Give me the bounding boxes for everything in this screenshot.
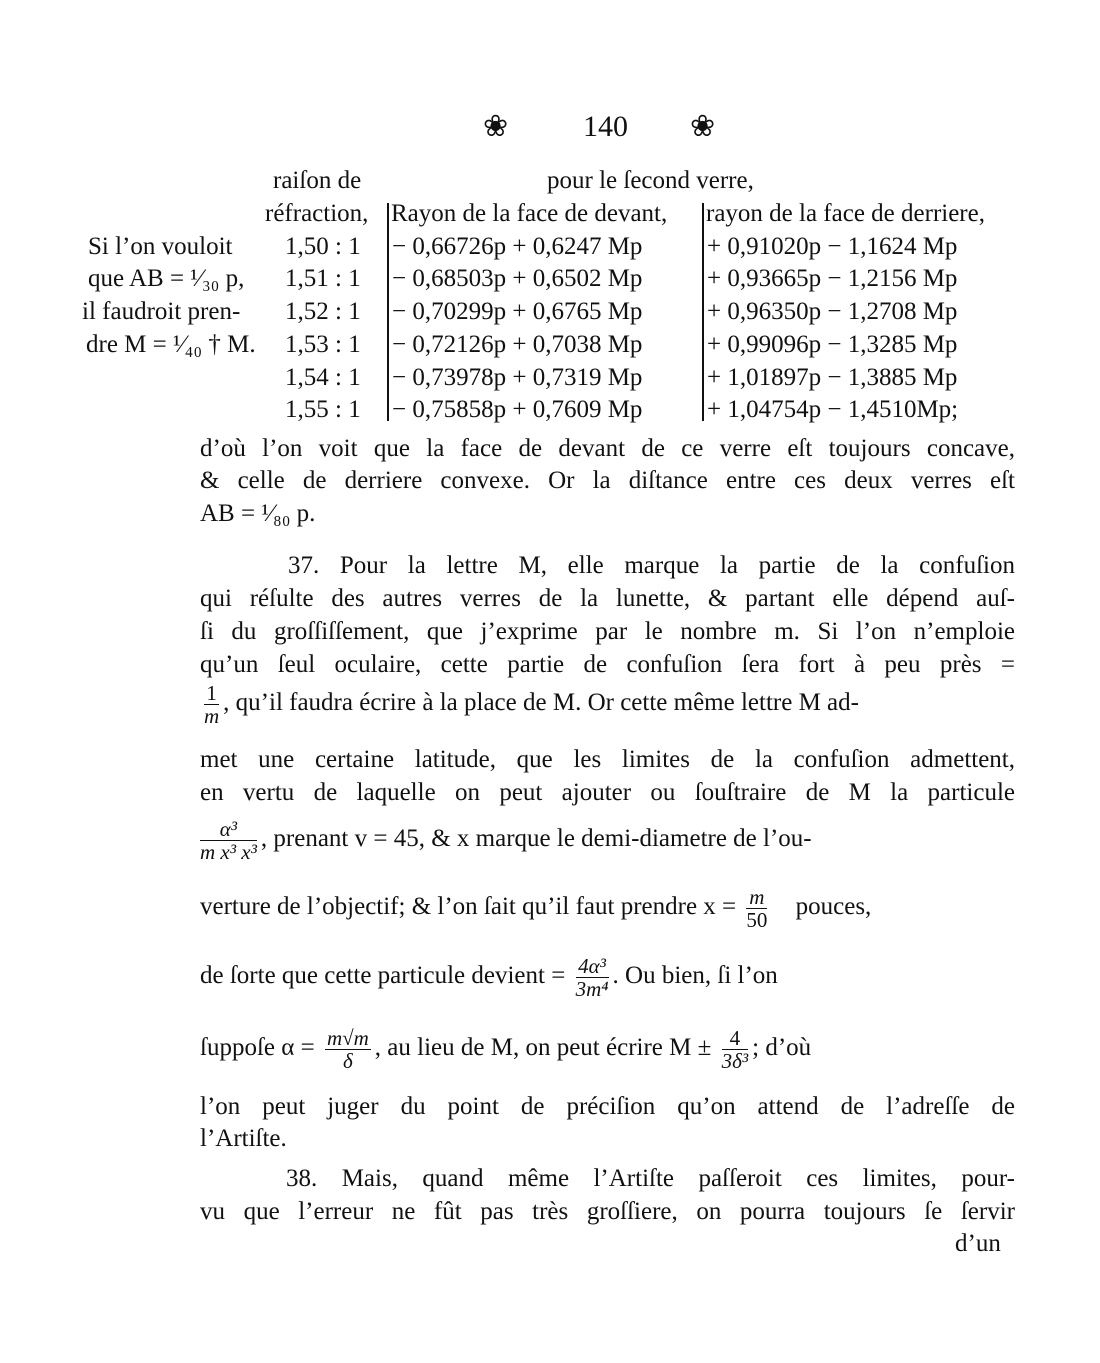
- formula-line: ſuppoſe α = $\frac{m√m}{\delta}$ , au lieu de M, on peut écrire M ± $\frac{4}{\text{3δ³}}$ ; d’où: [200, 1026, 812, 1073]
- fraction-alpha-cubed: $\frac{\text{α³}}{\text{m x³ x³}}$: [200, 817, 257, 864]
- front-radius-cell: − 0,68503p + 0,6502 Mp: [392, 265, 643, 292]
- body-line: l’on peut juger du point de préciſion qu’on attend de l’adreſſe de: [200, 1093, 1015, 1120]
- ratio-cell: 1,51 : 1: [285, 265, 361, 292]
- back-radius-cell: + 1,04754p − 1,4510Mp;: [707, 396, 959, 423]
- catchword: d’un: [955, 1230, 1001, 1257]
- front-radius-cell: − 0,75858p + 0,7609 Mp: [392, 396, 643, 423]
- formula-line: $\frac{1}{m}$ , qu’il faudra écrire à la place de M. Or cette même lettre M ad-: [204, 681, 859, 728]
- page-header: [0, 108, 1100, 148]
- fraction-m-root-m: $\frac{m√m}{\delta}$: [326, 1026, 369, 1073]
- front-radius-cell: − 0,73978p + 0,7319 Mp: [392, 364, 643, 391]
- back-radius-cell: + 0,93665p − 1,2156 Mp: [707, 265, 958, 292]
- body-line: met une certaine latitude, que les limites de la confuſion admettent,: [200, 746, 1015, 773]
- body-line: ſi du groſſiſſement, que j’exprime par le nombre m. Si l’on n’emploie: [200, 618, 1015, 645]
- body-line: qui réſulte des autres verres de la lunette, & partant elle dépend auſ-: [200, 585, 1015, 612]
- back-radius-cell: + 0,99096p − 1,3285 Mp: [707, 331, 958, 358]
- paragraph-38-line: 38. Mais, quand même l’Artiſte paſſeroit ces limites, pour-: [286, 1165, 1015, 1192]
- paragraph-37-line: 37. Pour la lettre M, elle marque la partie de la confuſion: [288, 552, 1015, 579]
- fleuron-ornament-icon: ❀: [483, 110, 509, 143]
- table-rule: [387, 203, 389, 421]
- formula-line: $\frac{\text{α³}}{\text{m x³ x³}}$ , prenant v = 45, & x marque le demi-diametre de l’ou-: [200, 817, 812, 864]
- column-header-front: Rayon de la face de devant,: [391, 200, 668, 227]
- side-note-line: Si l’on vouloit: [88, 233, 233, 260]
- side-note-line: il faudroit pren-: [82, 298, 241, 325]
- side-note-line: dre M = ¹⁄₄₀ † M.: [86, 331, 256, 358]
- column-header-back: rayon de la face de derriere,: [706, 200, 985, 227]
- back-radius-cell: + 0,96350p − 1,2708 Mp: [707, 298, 958, 325]
- fraction-1-over-m: $\frac{1}{m}$: [204, 681, 220, 728]
- ratio-cell: 1,55 : 1: [285, 396, 361, 423]
- body-line: l’Artiſte.: [200, 1125, 287, 1152]
- heading-refraction: réfraction,: [265, 200, 369, 227]
- body-line: & celle de derriere convexe. Or la diſtance entre ces deux verres eſt: [200, 467, 1015, 494]
- heading-raison: raiſon de: [273, 167, 362, 194]
- body-line: d’où l’on voit que la face de devant de ce verre eſt toujours concave,: [200, 435, 1015, 462]
- heading-second-glass: pour le ſecond verre,: [547, 167, 754, 194]
- fraction-4-alpha-cubed: $\frac{\text{4α³}}{\text{3m⁴}}$: [575, 954, 609, 1001]
- page-number: 140: [583, 110, 628, 143]
- body-line: vu que l’erreur ne fût pas très groſſiere, on pourra toujours ſe ſervir: [200, 1198, 1015, 1225]
- side-note-line: que AB = ¹⁄₃₀ p,: [88, 265, 245, 292]
- back-radius-cell: + 0,91020p − 1,1624 Mp: [707, 233, 958, 260]
- ratio-cell: 1,53 : 1: [285, 331, 361, 358]
- front-radius-cell: − 0,70299p + 0,6765 Mp: [392, 298, 643, 325]
- body-line: en vertu de laquelle on peut ajouter ou ſouſtraire de M la particule: [200, 779, 1015, 806]
- ratio-cell: 1,50 : 1: [285, 233, 361, 260]
- ratio-cell: 1,54 : 1: [285, 364, 361, 391]
- fleuron-ornament-icon: ❀: [690, 110, 716, 143]
- body-line: AB = ¹⁄₈₀ p.: [200, 500, 316, 527]
- formula-line: verture de l’objectif; & l’on ſait qu’il faut prendre x = $\frac{m}{50}$ pouces,: [200, 885, 872, 932]
- fraction-m-over-50: $\frac{m}{50}$: [746, 885, 768, 932]
- fraction-4-over-3-delta-cubed: $\frac{4}{\text{3δ³}}$: [721, 1026, 749, 1073]
- front-radius-cell: − 0,66726p + 0,6247 Mp: [392, 233, 643, 260]
- ratio-cell: 1,52 : 1: [285, 298, 361, 325]
- body-line: qu’un ſeul oculaire, cette partie de confuſion ſera fort à peu près =: [200, 651, 1015, 678]
- back-radius-cell: + 1,01897p − 1,3885 Mp: [707, 364, 958, 391]
- front-radius-cell: − 0,72126p + 0,7038 Mp: [392, 331, 643, 358]
- formula-line: de ſorte que cette particule devient = $\frac{\text{4α³}}{\text{3m⁴}}$ . Ou bien, ſi l’on: [200, 954, 778, 1001]
- table-rule: [702, 203, 704, 421]
